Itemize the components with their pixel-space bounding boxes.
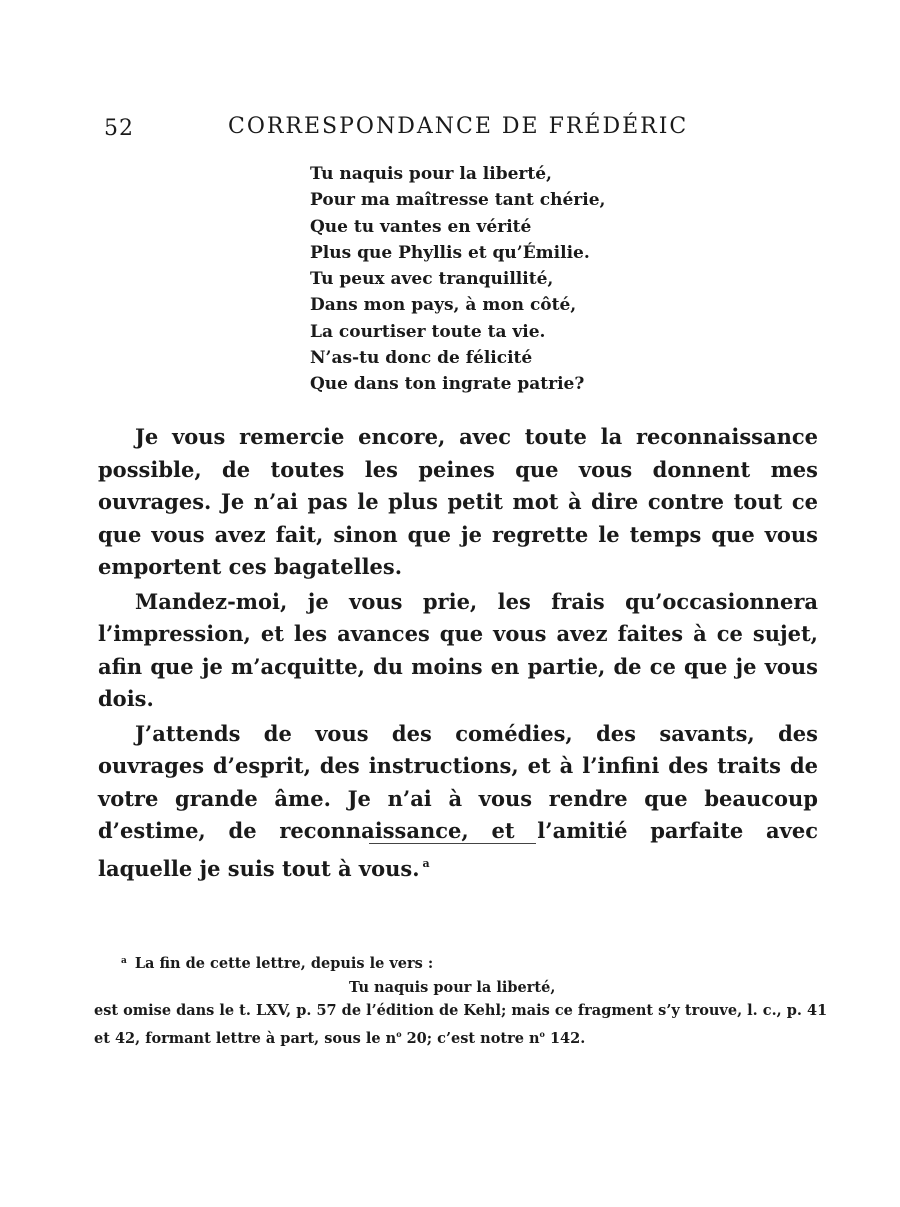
letter-body <box>98 421 818 887</box>
paragraph-text: Je vous remercie encore, avec toute la reconnaissance possible, de toutes les peines que vous donnent mes ouvrages. Je n’ai pas le plus petit mot à dire contre tout ce que vous avez fait, sinon que je regrette le temps que vous emportent ces bagatelles. <box>98 424 818 579</box>
footnote-line: est omise dans le t. LXV, p. 57 de l’édition de Kehl; mais ce fragment s’y trouve, l. c., p. 41 <box>94 1002 828 1019</box>
poem-line: Dans mon pays, à mon côté, <box>310 295 577 316</box>
body-paragraph <box>98 718 818 886</box>
paragraph-text: Mandez-moi, je vous prie, les frais qu’occasionnera l’impression, et les avances que vous avez faites à ce sujet, afin que je m’acquitte, du moins en partie, de ce que je vous dois. <box>98 588 818 711</box>
footnote-text: et 42, formant lettre à part, sous le n <box>94 1029 397 1047</box>
page-header <box>100 114 700 144</box>
running-head: CORRESPONDANCE DE FRÉDÉRIC <box>228 114 689 139</box>
poem-line: Pour ma maîtresse tant chérie, <box>310 190 606 211</box>
page-number: 52 <box>104 116 134 141</box>
footnote-line <box>94 950 824 976</box>
poem-line: Tu peux avec tranquillité, <box>310 269 554 290</box>
footnote-divider <box>369 843 536 844</box>
poem <box>310 161 605 398</box>
poem-line: Que dans ton ingrate patrie? <box>310 374 585 395</box>
poem-line: Tu naquis pour la liberté, <box>310 164 552 184</box>
footnote-verse: Tu naquis pour la liberté, <box>349 978 556 996</box>
footnote-mark: a <box>121 956 127 966</box>
ordinal-mark: o <box>539 1028 545 1039</box>
poem-line: Que tu vantes en vérité <box>310 216 532 237</box>
footnote-reference[interactable]: a <box>422 856 430 870</box>
ordinal-mark: o <box>396 1028 402 1039</box>
footnote-text: 142. <box>544 1029 586 1047</box>
footnote-text: 20; c’est notre n <box>401 1029 540 1047</box>
footnote-line <box>94 1023 824 1051</box>
body-paragraph <box>98 421 818 584</box>
paragraph-text: J’attends de vous des comédies, des savants, des ouvrages d’esprit, des instructions, et à l’infini des traits de votre grande âme. Je n’ai à vous rendre que beaucoup d’estime, de reconnaissance, et l’amitié parfaite avec laquelle je suis tout à vous. <box>98 720 818 881</box>
body-paragraph <box>98 586 818 716</box>
footnote-text: La fin de cette lettre, depuis le vers : <box>134 955 434 972</box>
poem-line: La courtiser toute ta vie. <box>310 321 546 342</box>
poem-line: Plus que Phyllis et qu’Émilie. <box>310 242 590 263</box>
footnote <box>94 950 828 1050</box>
poem-line: N’as-tu donc de félicité <box>310 348 533 369</box>
